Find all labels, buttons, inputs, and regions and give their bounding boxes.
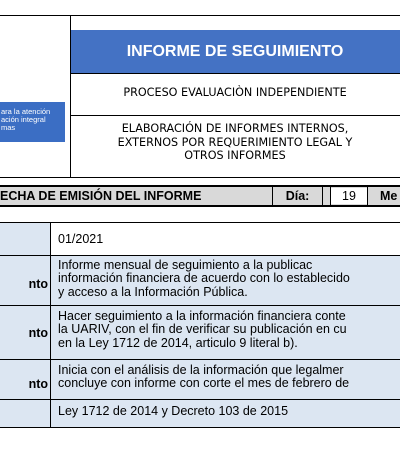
objective-line-2: la UARIV, con el fin de verificar su publicación en cu xyxy=(58,322,347,337)
objective-bottom-border xyxy=(0,359,400,360)
description-bottom-border xyxy=(0,305,400,306)
logo-panel xyxy=(0,15,70,177)
period-cell xyxy=(50,222,400,255)
logo-line-3: mas xyxy=(1,123,16,132)
body-top-border xyxy=(0,222,400,223)
period-value: 01/2021 xyxy=(58,232,104,246)
label-column-divider xyxy=(50,222,51,427)
description-line-3: y acceso a la Información Pública. xyxy=(58,284,248,299)
date-row-bottom-border xyxy=(0,205,400,207)
logo-line-2: ación integral xyxy=(1,115,46,124)
objective-label: nto xyxy=(28,326,48,340)
month-label: Me xyxy=(380,189,398,203)
scope-line-1: Inicia con el análisis de la información que legalmer xyxy=(58,363,344,377)
process-name: PROCESO EVALUACIÒN INDEPENDIENTE xyxy=(123,86,347,99)
entity-logo xyxy=(0,102,65,142)
scope-cell xyxy=(50,359,400,399)
description-label: nto xyxy=(28,277,48,291)
date-row-top-border xyxy=(0,185,400,187)
emission-date-label: ECHA DE EMISIÓN DEL INFORME xyxy=(0,189,202,203)
objective-cell xyxy=(50,305,400,359)
process-bottom-border xyxy=(70,115,400,116)
date-sep-1 xyxy=(272,186,273,206)
procedure-name xyxy=(70,122,400,163)
objective-line-3: en la Ley 1712 de 2014, articulo 9 literal b). xyxy=(58,335,298,350)
norms-value: Ley 1712 de 2014 y Decreto 103 de 2015 xyxy=(58,404,289,418)
title-bottom-border xyxy=(70,73,400,74)
description-cell xyxy=(50,256,400,305)
date-sep-4 xyxy=(367,186,368,206)
body-bottom-border xyxy=(0,427,400,428)
procedure-line-2: EXTERNOS POR REQUERIMIENTO LEGAL Y xyxy=(117,135,353,149)
header-divider xyxy=(70,15,71,177)
header-top-border xyxy=(0,15,400,16)
label-column xyxy=(0,222,50,427)
scope-bottom-border xyxy=(0,399,400,400)
objective-line-1: Hacer seguimiento a la información financiera conte xyxy=(58,309,346,323)
period-bottom-border xyxy=(0,255,400,256)
procedure-line-1: ELABORACIÓN DE INFORMES INTERNOS, xyxy=(121,122,349,135)
scope-label: nto xyxy=(28,377,48,391)
description-line-1: Informe mensual de seguimiento a la publicac xyxy=(58,258,313,272)
procedure-line-3: OTROS INFORMES xyxy=(184,149,286,162)
day-value: 19 xyxy=(331,188,367,204)
norms-cell xyxy=(50,399,400,427)
header-bottom-border xyxy=(0,177,400,178)
document-title: INFORME DE SEGUIMIENTO xyxy=(126,42,344,60)
logo-line-1: ara la atención xyxy=(1,107,51,116)
scope-line-2: concluye con informe con corte el mes de febrero de xyxy=(58,376,350,391)
description-line-2: información financiera de acuerdo con lo establecido xyxy=(58,271,350,286)
day-label: Día: xyxy=(285,189,310,203)
date-sep-3 xyxy=(330,186,331,206)
date-sep-2 xyxy=(322,186,323,206)
